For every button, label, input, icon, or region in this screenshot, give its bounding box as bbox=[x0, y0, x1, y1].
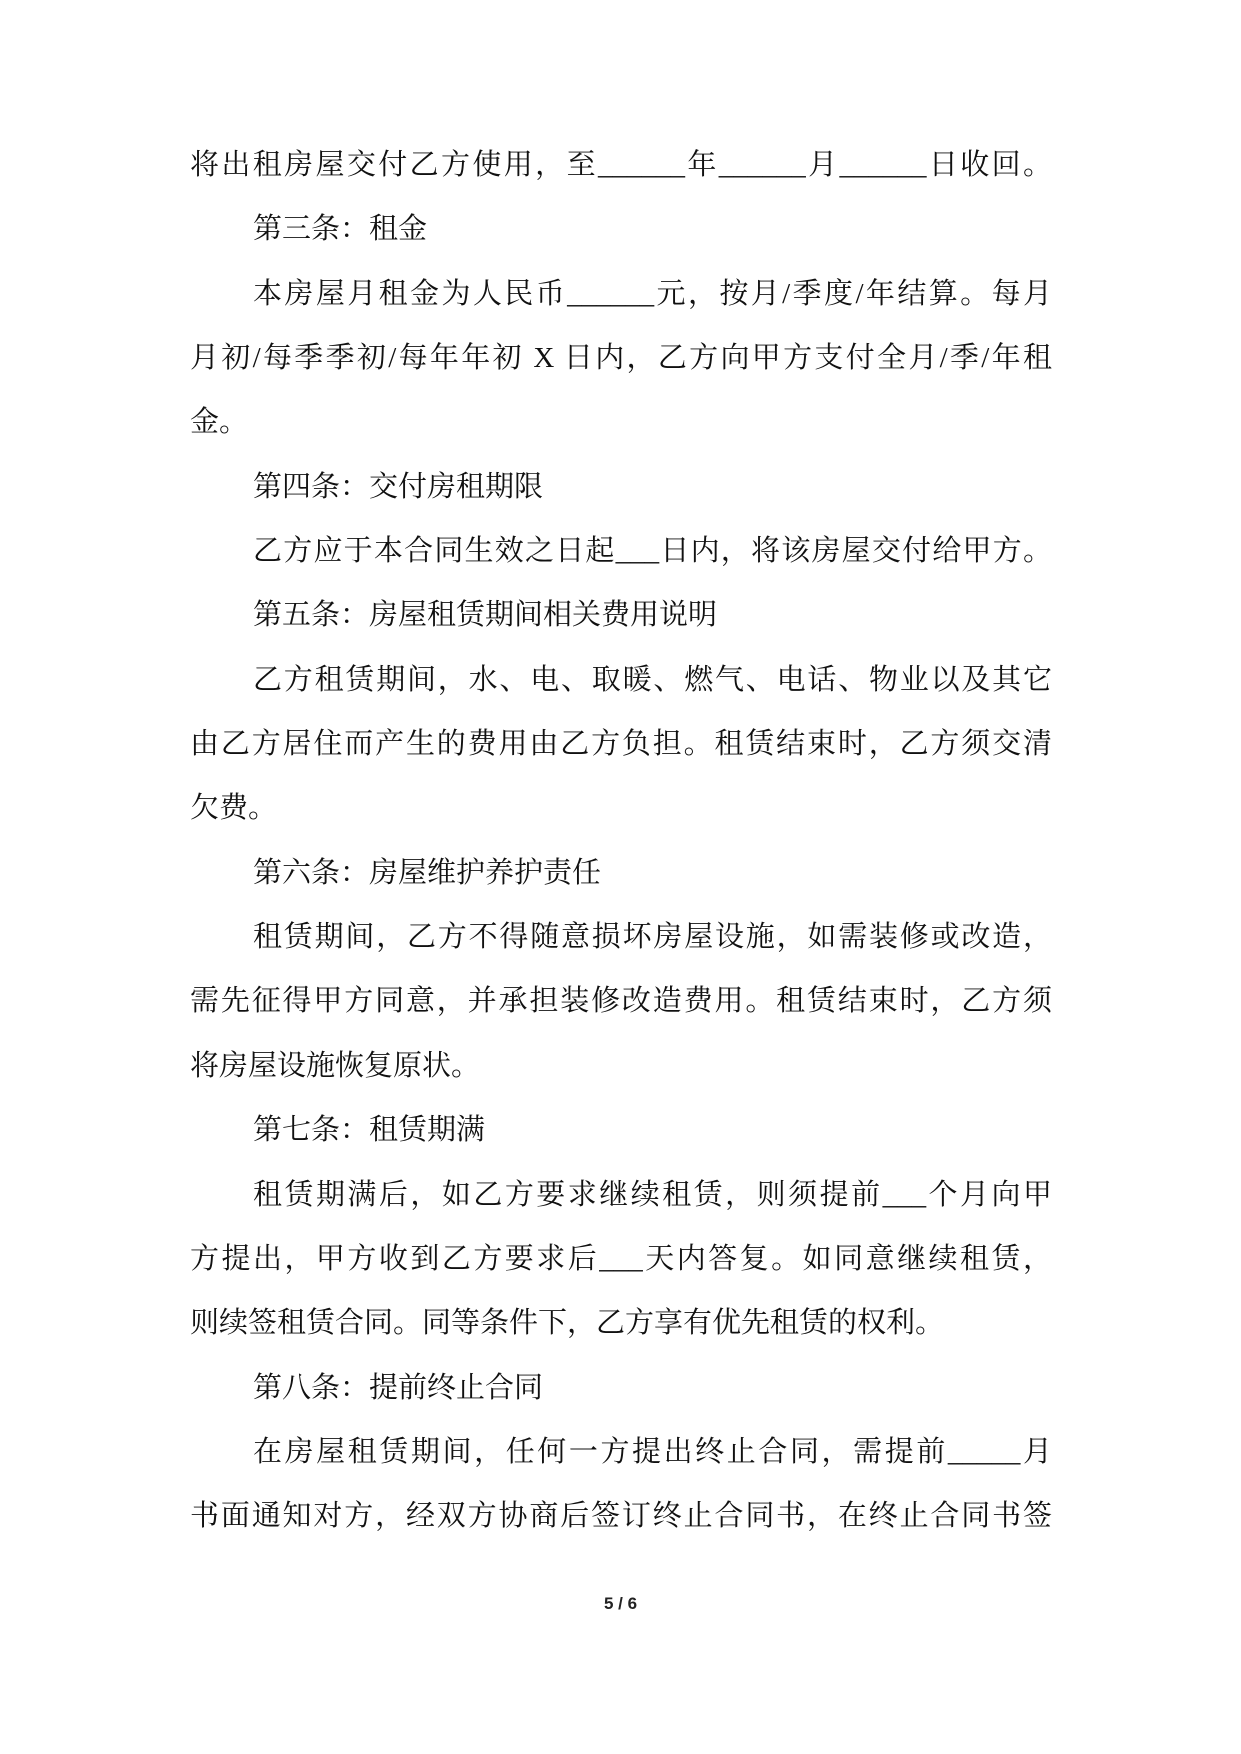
article-text-line: 租赁期满后，如乙方要求继续租赁，则须提前___个月向甲 bbox=[253, 1178, 1052, 1211]
page-number: 5 / 6 bbox=[603, 1594, 638, 1613]
article-heading: 第七条：租赁期满 bbox=[253, 1114, 486, 1147]
article-text-line: 租赁期间，乙方不得随意损坏房屋设施，如需装修或改造， bbox=[253, 921, 1052, 954]
article-7-lease-expiry bbox=[190, 1098, 1052, 1355]
article-5-expenses bbox=[190, 583, 1052, 840]
continuation-line: 将出租房屋交付乙方使用，至______年______月______日收回。 bbox=[190, 149, 1052, 181]
article-text-line: 金。 bbox=[190, 406, 249, 439]
article-heading: 第五条：房屋租赁期间相关费用说明 bbox=[253, 599, 718, 632]
article-heading: 第四条：交付房租期限 bbox=[253, 470, 544, 503]
article-4-delivery-deadline bbox=[190, 455, 1052, 584]
article-text-line: 需先征得甲方同意，并承担装修改造费用。租赁结束时，乙方须 bbox=[190, 985, 1052, 1018]
article-text-line: 在房屋租赁期间，任何一方提出终止合同，需提前_____月 bbox=[253, 1435, 1052, 1468]
article-heading: 第三条：租金 bbox=[253, 213, 428, 246]
document-body bbox=[190, 133, 1052, 1549]
article-text-line: 乙方租赁期间，水、电、取暖、燃气、电话、物业以及其它 bbox=[253, 663, 1052, 696]
article-text-line: 将房屋设施恢复原状。 bbox=[190, 1049, 481, 1082]
article-text-line: 方提出，甲方收到乙方要求后___天内答复。如同意继续租赁， bbox=[190, 1242, 1052, 1275]
article-text-line: 则续签租赁合同。同等条件下，乙方享有优先租赁的权利。 bbox=[190, 1307, 945, 1340]
article-text-line: 乙方应于本合同生效之日起___日内，将该房屋交付给甲方。 bbox=[253, 535, 1052, 568]
article-text-line: 书面通知对方，经双方协商后签订终止合同书，在终止合同书签 bbox=[190, 1500, 1052, 1533]
article-6-maintenance bbox=[190, 841, 1052, 1098]
article-text-line: 由乙方居住而产生的费用由乙方负担。租赁结束时，乙方须交清 bbox=[190, 728, 1052, 761]
article-heading: 第六条：房屋维护养护责任 bbox=[253, 856, 602, 889]
article-text-line: 欠费。 bbox=[190, 792, 278, 825]
article-3-rent bbox=[190, 197, 1052, 454]
article-text-line: 本房屋月租金为人民币______元，按月/季度/年结算。每月 bbox=[253, 277, 1052, 310]
article-heading: 第八条：提前终止合同 bbox=[253, 1371, 544, 1404]
article-8-early-termination bbox=[190, 1356, 1052, 1549]
article-text-line: 月初/每季季初/每年年初 X 日内，乙方向甲方支付全月/季/年租 bbox=[190, 342, 1052, 375]
